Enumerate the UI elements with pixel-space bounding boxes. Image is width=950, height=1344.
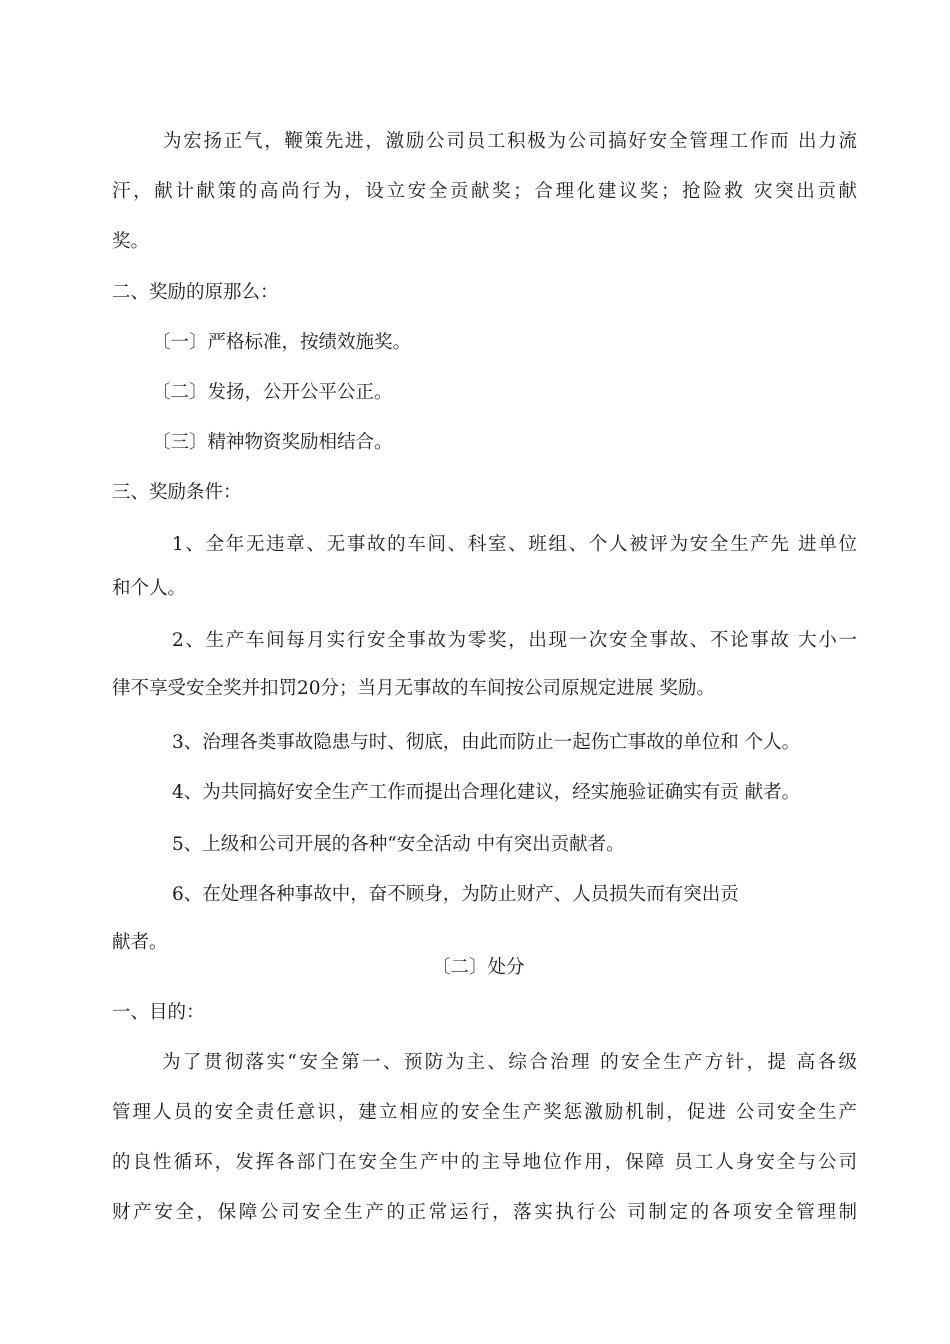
- section-heading: 二、奖励的原那么：: [112, 282, 279, 303]
- paragraph-line: 奖。: [112, 231, 150, 252]
- list-item: 〔三〕精神物资奖励相结合。: [152, 432, 393, 453]
- paragraph-line: 4、为共同搞好安全生产工作而提出合理化建议，经实施验证确实有贡 献者。: [172, 782, 801, 803]
- section-heading: 一、目的：: [112, 1002, 205, 1023]
- section-heading: 三、奖励条件：: [112, 482, 242, 503]
- paragraph-line: 律不享受安全奖并扣罚20分；当月无事故的车间按公司原规定进展 奖励。: [112, 678, 715, 699]
- paragraph-line: 2、生产车间每月实行安全事故为零奖，出现一次安全事故、不论事故 大小一: [172, 630, 857, 651]
- paragraph-line: 汗，献计献策的高尚行为，设立安全贡献奖；合理化建议奖；抢险救 灾突出贡献: [112, 181, 857, 202]
- paragraph-line: 3、治理各类事故隐患与时、彻底，由此而防止一起伤亡事故的单位和 个人。: [172, 732, 801, 753]
- paragraph-line: 献者。: [112, 932, 168, 953]
- paragraph-line: 财产安全，保障公司安全生产的正常运行，落实执行公 司制定的各项安全管理制: [112, 1202, 857, 1223]
- paragraph-line: 和个人。: [112, 578, 187, 599]
- paragraph-line: 6、在处理各种事故中，奋不顾身，为防止财产、人员损失而有突出贡: [172, 884, 739, 905]
- paragraph-line: 5、上级和公司开展的各种“安全活动 中有突出贡献者。: [172, 834, 625, 855]
- section-title: 〔二〕处分: [432, 957, 525, 978]
- paragraph-line: 为宏扬正气，鞭策先进，激励公司员工积极为公司搞好安全管理工作而 出力流: [163, 131, 857, 152]
- paragraph-line: 1、全年无违章、无事故的车间、科室、班组、个人被评为安全生产先 进单位: [172, 534, 857, 555]
- paragraph-line: 管理人员的安全责任意识，建立相应的安全生产奖惩激励机制，促进 公司安全生产: [112, 1102, 857, 1123]
- paragraph-line: 的良性循环，发挥各部门在安全生产中的主导地位作用，保障 员工人身安全与公司: [112, 1152, 857, 1173]
- list-item: 〔一〕严格标准，按绩效施奖。: [152, 332, 412, 353]
- list-item: 〔二〕发扬，公开公平公正。: [152, 382, 393, 403]
- paragraph-line: 为了贯彻落实“安全第一、预防为主、综合治理 的安全生产方针，提 高各级: [162, 1052, 857, 1073]
